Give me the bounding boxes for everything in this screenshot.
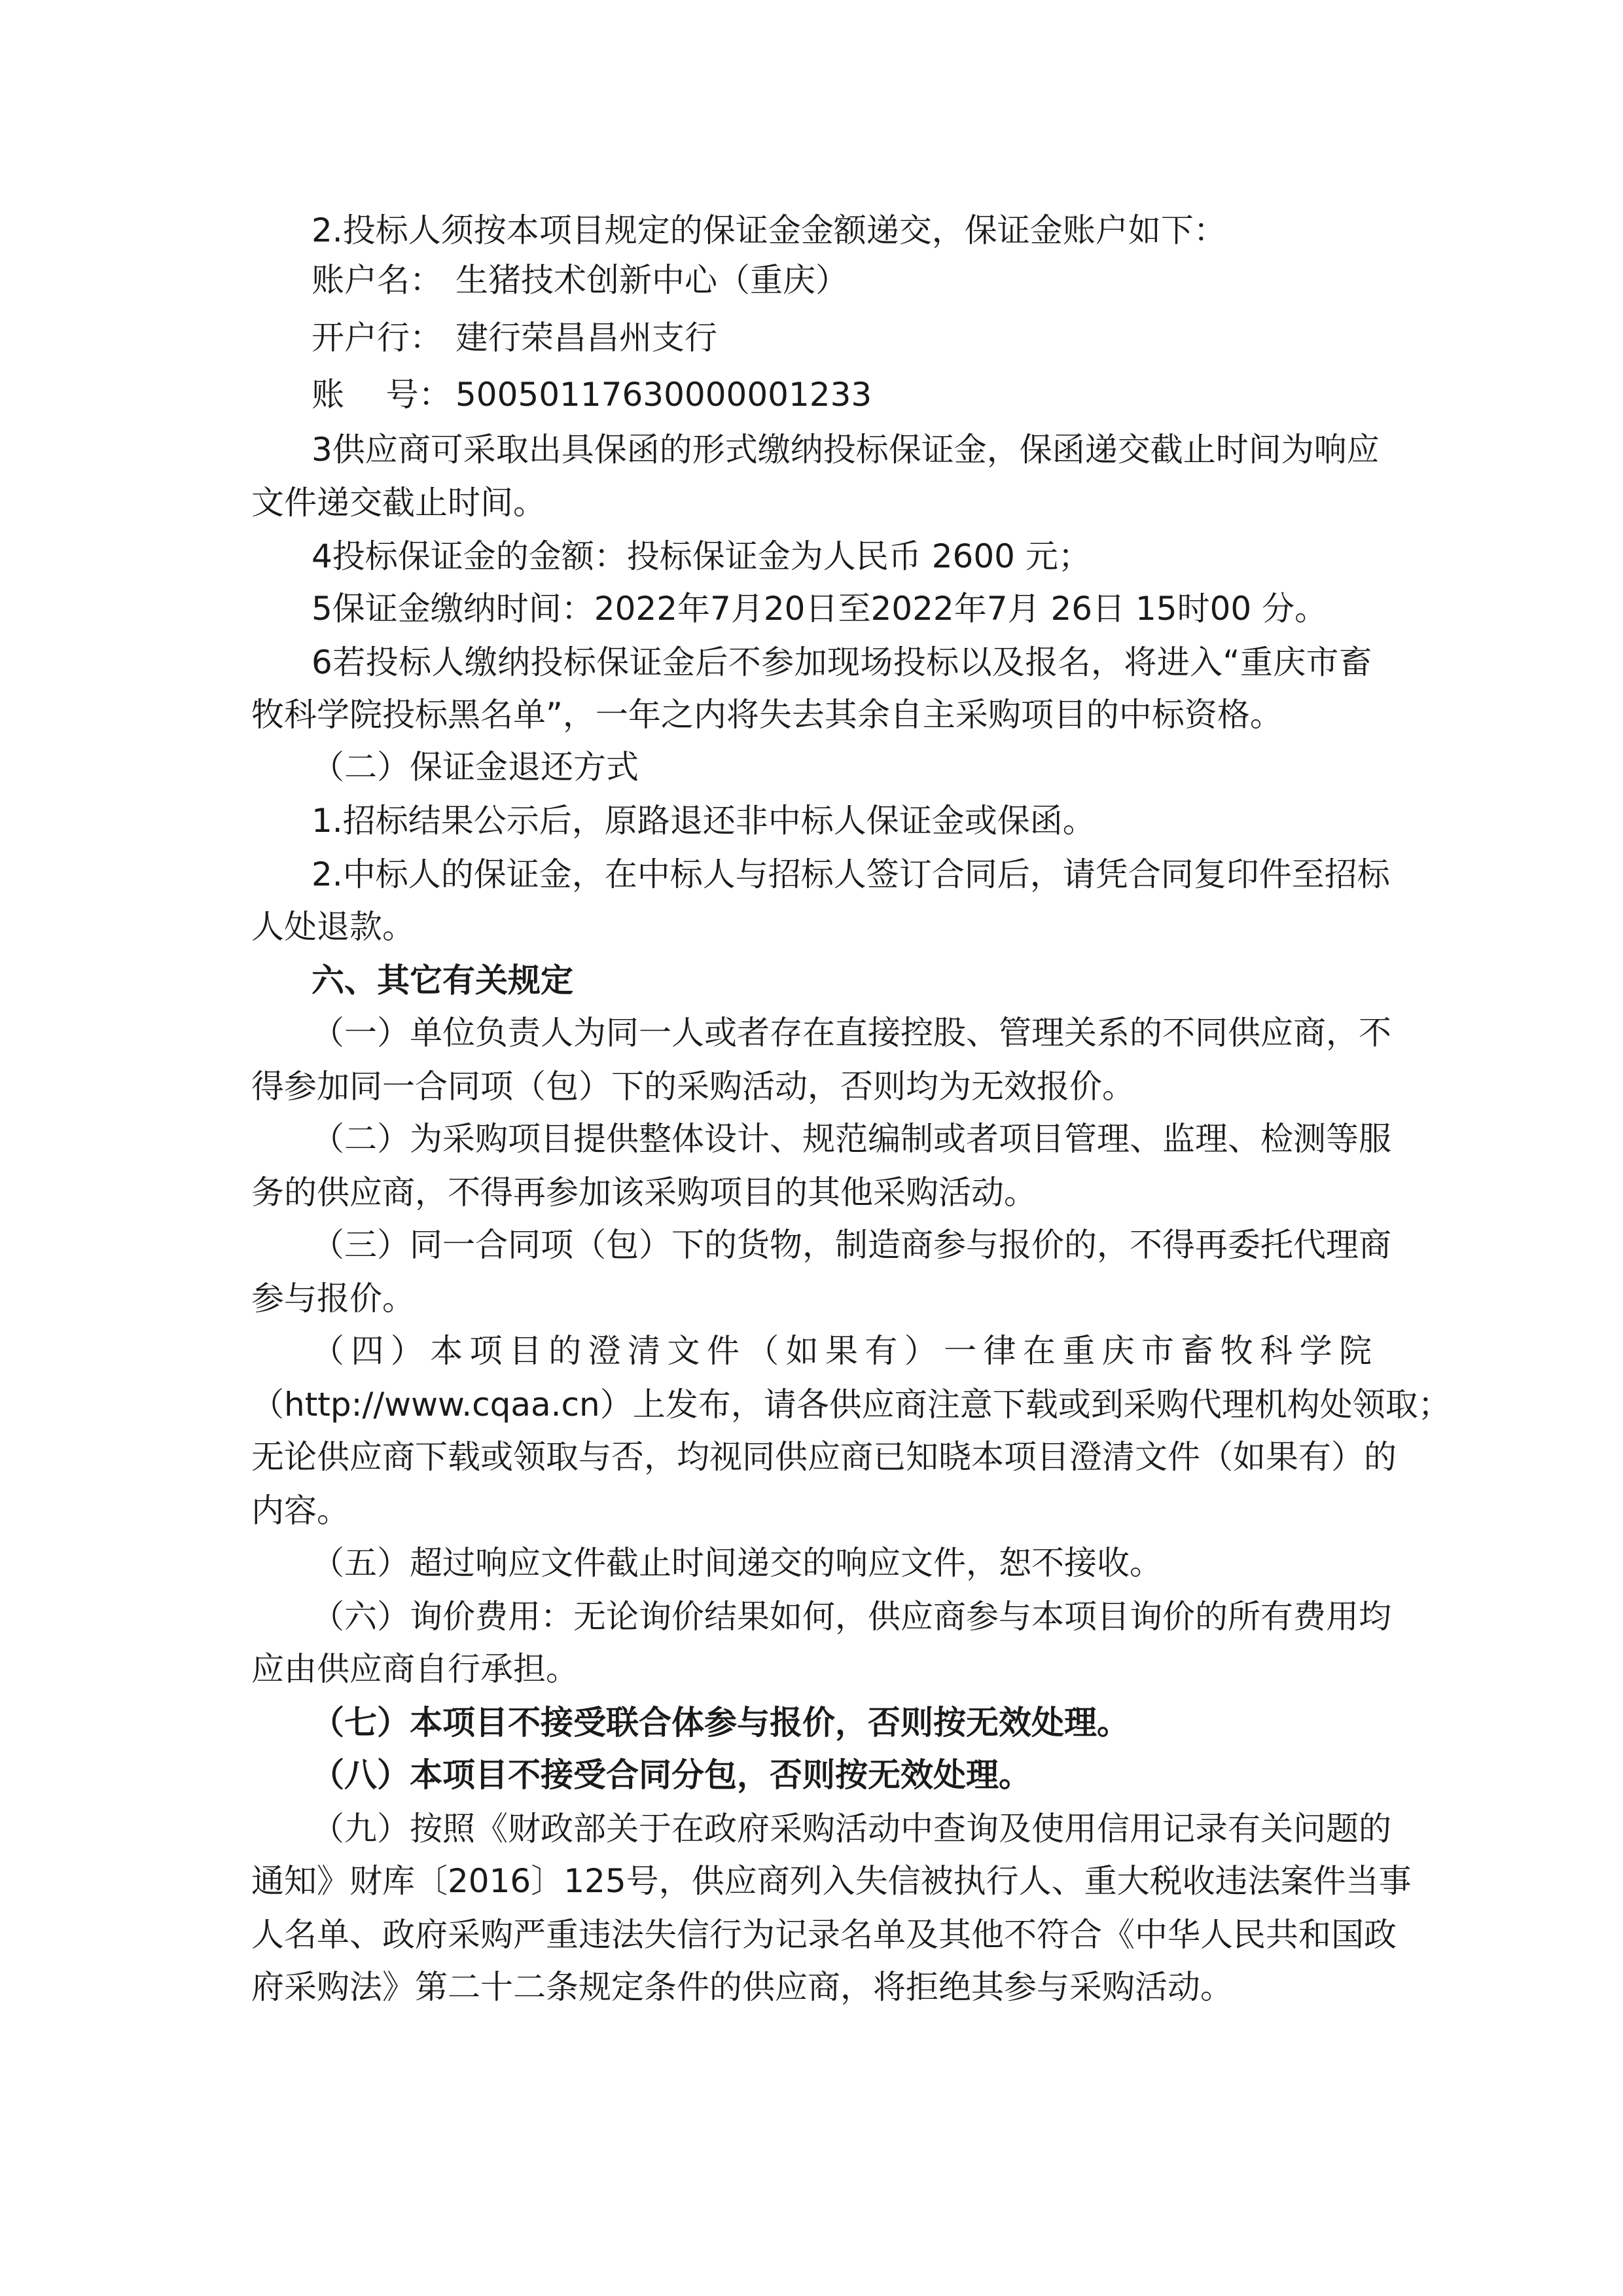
paragraph-line: 参与报价。 [251, 1280, 415, 1318]
paragraph-line: 6若投标人缴纳投标保证金后不参加现场投标以及报名，将进入“重庆市畜 [312, 643, 1372, 681]
account-number-row [312, 375, 872, 414]
section-heading: 六、其它有关规定 [312, 961, 573, 999]
account-name-label: 账户名： [312, 261, 442, 299]
paragraph-line: 人处退款。 [251, 908, 415, 946]
paragraph-line: （二）为采购项目提供整体设计、规范编制或者项目管理、监理、检测等服 [312, 1120, 1391, 1158]
paragraph-line: 牧科学院投标黑名单”，一年之内将失去其余自主采购项目的中标资格。 [251, 696, 1283, 734]
paragraph-line: 5保证金缴纳时间：2022年7月20日至2022年7月 26日 15时00 分。 [312, 590, 1328, 628]
paragraph-line: 务的供应商，不得再参加该采购项目的其他采购活动。 [251, 1174, 1037, 1211]
paragraph-line: 内容。 [251, 1492, 349, 1530]
bold-clause: （七）本项目不接受联合体参与报价，否则按无效处理。 [312, 1704, 1130, 1742]
paragraph-line: 4投标保证金的金额：投标保证金为人民币 2600 元； [312, 537, 1091, 575]
deposit-intro: 2.投标人须按本项目规定的保证金金额递交，保证金账户如下： [312, 211, 1226, 249]
paragraph-line: 通知》财库〔2016〕125号，供应商列入失信被执行人、重大税收违法案件当事 [251, 1862, 1412, 1900]
bank-value: 建行荣昌昌州支行 [455, 319, 717, 357]
account-number-label: 账 号： [312, 376, 452, 414]
paragraph-line: 2.中标人的保证金，在中标人与招标人签订合同后，请凭合同复印件至招标 [312, 855, 1390, 893]
bank-row [312, 318, 717, 357]
paragraph-line: （一）单位负责人为同一人或者存在直接控股、管理关系的不同供应商，不 [312, 1014, 1391, 1052]
bold-clause: （八）本项目不接受合同分包，否则按无效处理。 [312, 1756, 1031, 1794]
paragraph-line: （四）本项目的澄清文件（如果有）一律在重庆市畜牧科学院 [312, 1332, 1372, 1370]
account-name-row [312, 260, 848, 300]
paragraph-line: 3供应商可采取出具保函的形式缴纳投标保证金，保函递交截止时间为响应 [312, 431, 1380, 469]
paragraph-line: 得参加同一合同项（包）下的采购活动，否则均为无效报价。 [251, 1067, 1135, 1105]
paragraph-line: 文件递交截止时间。 [251, 484, 546, 522]
paragraph-line: （http://www.cqaa.cn）上发布，请各供应商注意下载或到采购代理机构处领取； [251, 1386, 1451, 1424]
bank-label: 开户行： [312, 319, 442, 357]
account-number-value: 50050117630000001233 [455, 376, 872, 414]
account-name-value: 生猪技术创新中心（重庆） [455, 261, 848, 299]
paragraph-line: （三）同一合同项（包）下的货物，制造商参与报价的，不得再委托代理商 [312, 1226, 1391, 1264]
paragraph-line: 应由供应商自行承担。 [251, 1650, 579, 1688]
paragraph-line: （五）超过响应文件截止时间递交的响应文件，恕不接收。 [312, 1544, 1162, 1582]
paragraph-line: （九）按照《财政部关于在政府采购活动中查询及使用信用记录有关问题的 [312, 1810, 1391, 1848]
section-subheading: （二）保证金退还方式 [312, 748, 639, 786]
paragraph-line: 府采购法》第二十二条规定条件的供应商，将拒绝其参与采购活动。 [251, 1968, 1233, 2006]
paragraph-line: 人名单、政府采购严重违法失信行为记录名单及其他不符合《中华人民共和国政 [251, 1916, 1397, 1954]
paragraph-line: 无论供应商下载或领取与否，均视同供应商已知晓本项目澄清文件（如果有）的 [251, 1438, 1397, 1476]
paragraph-line: 1.招标结果公示后，原路退还非中标人保证金或保函。 [312, 802, 1096, 840]
paragraph-line: （六）询价费用：无论询价结果如何，供应商参与本项目询价的所有费用均 [312, 1598, 1391, 1636]
